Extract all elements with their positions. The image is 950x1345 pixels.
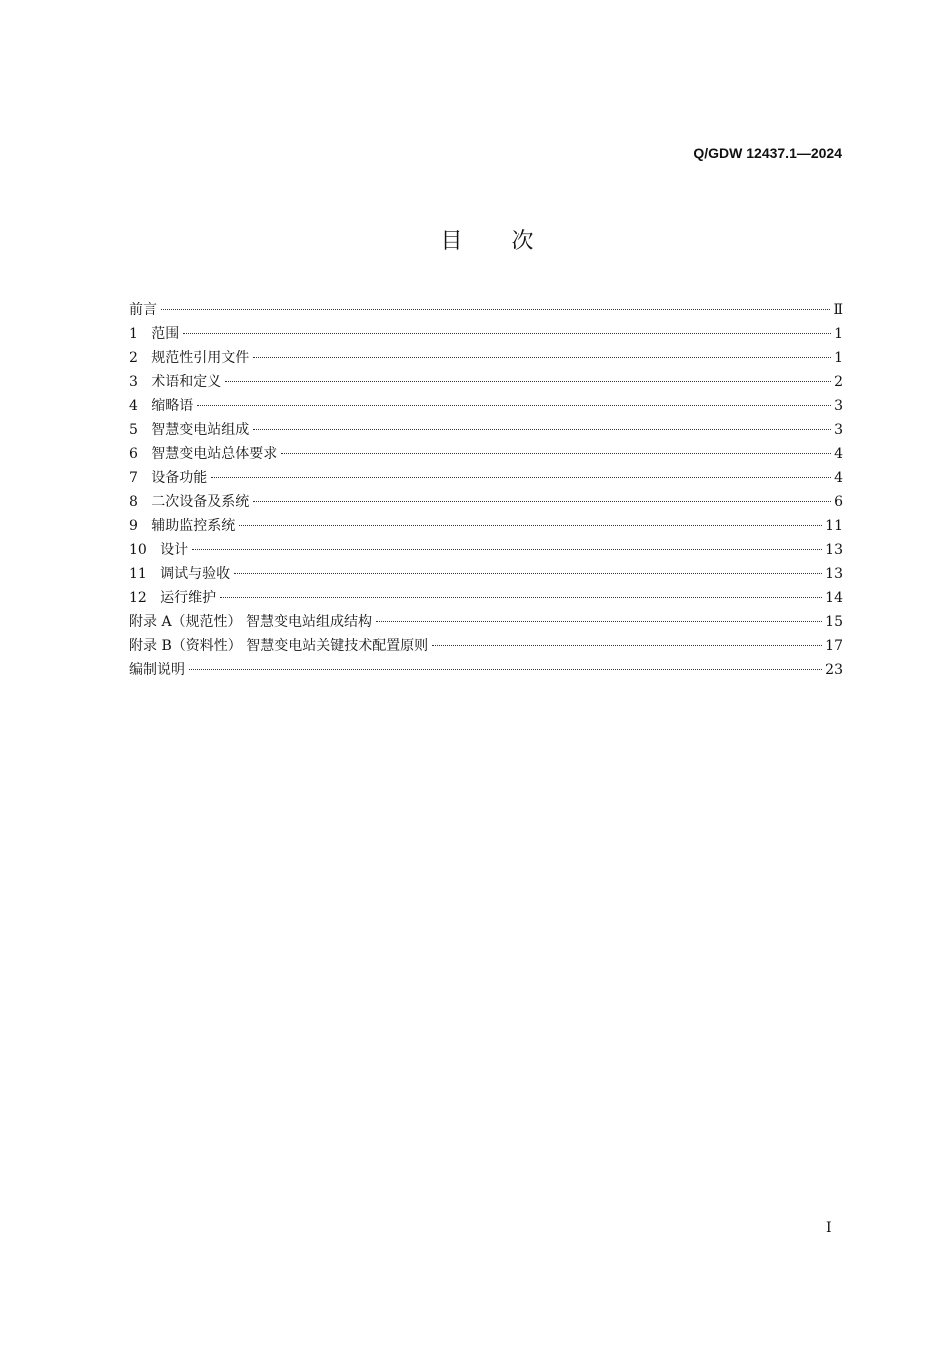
toc-entry-page: 11 [825, 518, 843, 534]
dot-leader [234, 573, 822, 574]
toc-entry-page: 4 [834, 446, 843, 462]
toc-entry-page: 2 [834, 374, 843, 390]
toc-title: 目 次 [440, 229, 534, 254]
toc-entry[interactable] [129, 418, 843, 442]
toc-entry-page: 6 [834, 494, 843, 510]
dot-leader [220, 597, 822, 598]
toc-entry-page: 3 [834, 398, 843, 414]
toc-entry-number: 11 [129, 566, 161, 582]
toc-entry-label: 辅助监控系统 [151, 518, 236, 534]
toc-entry-label: 编制说明 [129, 662, 185, 678]
toc-entry-number: 6 [129, 446, 152, 462]
toc-entry[interactable] [129, 298, 843, 322]
toc-entry-label: 设备功能 [151, 470, 208, 486]
toc-entry-number: 9 [129, 518, 152, 534]
toc-entry[interactable] [129, 490, 843, 514]
dot-leader [225, 381, 831, 382]
toc-entry-number: 10 [129, 542, 161, 558]
toc-entry-label: 规范性引用文件 [151, 350, 250, 366]
toc-entry-number: 8 [129, 494, 152, 510]
toc-entry-label: 范围 [151, 326, 180, 342]
dot-leader [376, 621, 822, 622]
toc-entry[interactable] [129, 634, 843, 658]
dot-leader [253, 501, 831, 502]
toc-entry-page: 17 [825, 638, 843, 654]
toc-entry-page: 3 [834, 422, 843, 438]
toc-entry[interactable] [129, 322, 843, 346]
toc-entry-page: 13 [825, 566, 843, 582]
toc-entry[interactable] [129, 610, 843, 634]
toc-entry-number: 12 [129, 590, 161, 606]
toc-entry-number: 4 [129, 398, 152, 414]
document-code: Q/GDW 12437.1—2024 [693, 145, 842, 161]
toc-entry[interactable] [129, 466, 843, 490]
toc-entry-page: 1 [834, 350, 843, 366]
dot-leader [211, 477, 831, 478]
dot-leader [197, 405, 831, 406]
toc-entry-label: 智慧变电站总体要求 [151, 446, 278, 462]
toc-entry-label: 附录 A（规范性） 智慧变电站组成结构 [129, 614, 373, 630]
toc-entry-label: 前言 [129, 302, 157, 318]
dot-leader [192, 549, 822, 550]
dot-leader [281, 453, 831, 454]
toc-entry-number: 2 [129, 350, 152, 366]
toc-entry-label: 智慧变电站组成 [151, 422, 250, 438]
page-number: I [826, 1220, 832, 1236]
toc-entry-label: 缩略语 [151, 398, 194, 414]
toc-entry-page: 4 [834, 470, 843, 486]
toc-entry[interactable] [129, 586, 843, 610]
toc-entry-page: Ⅱ [833, 302, 843, 318]
dot-leader [253, 357, 831, 358]
toc-entry-label: 调试与验收 [160, 566, 231, 582]
toc-entry-number: 7 [129, 470, 152, 486]
dot-leader [189, 669, 822, 670]
dot-leader [183, 333, 831, 334]
toc-entry-page: 15 [825, 614, 843, 630]
toc-entry-label: 术语和定义 [151, 374, 222, 390]
toc-entry-page: 23 [825, 662, 843, 678]
dot-leader [432, 645, 822, 646]
toc-entry[interactable] [129, 394, 843, 418]
toc-entry[interactable] [129, 442, 843, 466]
toc-entry-number: 3 [129, 374, 152, 390]
toc-entry-label: 运行维护 [160, 590, 217, 606]
toc-entry[interactable] [129, 562, 843, 586]
dot-leader [253, 429, 831, 430]
toc-entry-label: 设计 [160, 542, 189, 558]
toc-entry[interactable] [129, 514, 843, 538]
toc-entry-number: 5 [129, 422, 152, 438]
table-of-contents [129, 298, 843, 682]
toc-entry-page: 13 [825, 542, 843, 558]
toc-entry-page: 1 [834, 326, 843, 342]
toc-entry-label: 附录 B（资料性） 智慧变电站关键技术配置原则 [129, 638, 429, 654]
toc-entry-label: 二次设备及系统 [151, 494, 250, 510]
dot-leader [161, 309, 830, 310]
toc-entry[interactable] [129, 538, 843, 562]
dot-leader [239, 525, 822, 526]
toc-entry[interactable] [129, 658, 843, 682]
toc-entry[interactable] [129, 346, 843, 370]
toc-entry-page: 14 [825, 590, 843, 606]
toc-entry[interactable] [129, 370, 843, 394]
toc-entry-number: 1 [129, 326, 152, 342]
